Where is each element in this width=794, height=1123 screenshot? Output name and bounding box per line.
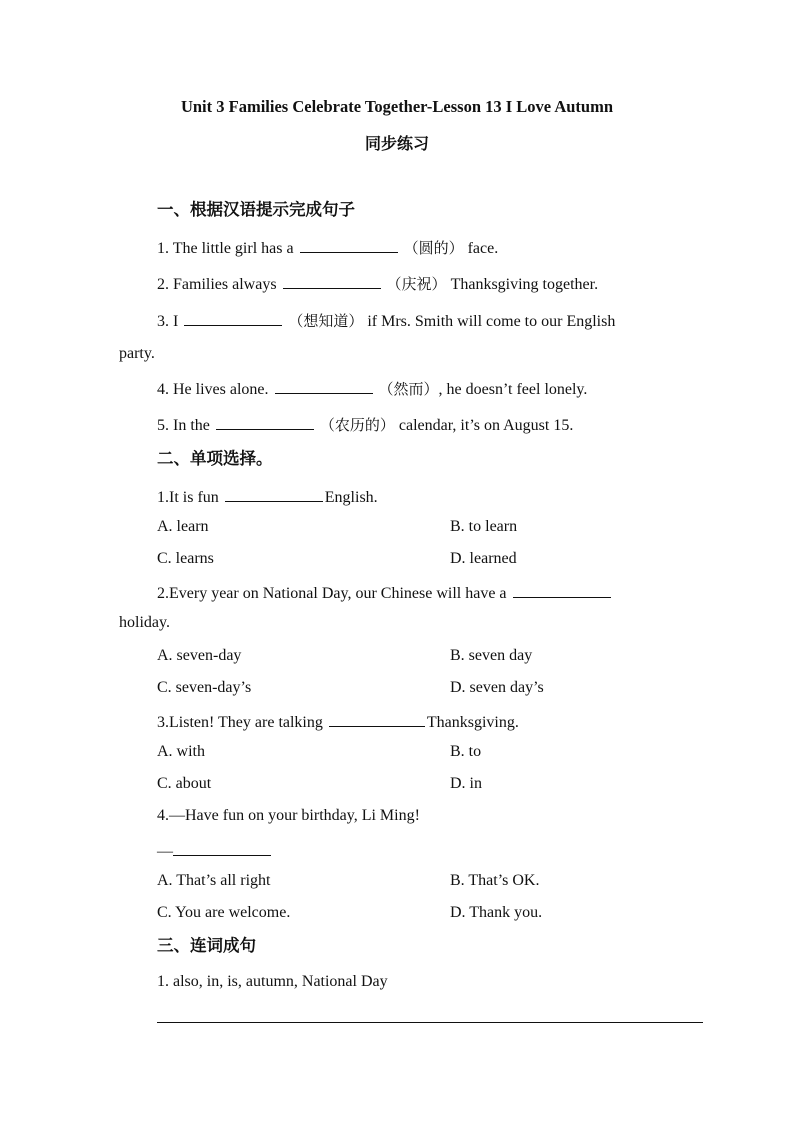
- question-text: 5. In the: [157, 417, 210, 434]
- section-heading-1: 一、根据汉语提示完成句子: [157, 200, 355, 219]
- document-title: Unit 3 Families Celebrate Together-Lesson 13 I Love Autumn: [180, 97, 614, 116]
- question-text: 1.It is fun: [157, 489, 219, 506]
- answer-blank[interactable]: [184, 309, 282, 326]
- option-a[interactable]: A. That’s all right: [157, 872, 271, 889]
- section-heading-2: 二、单项选择。: [157, 449, 273, 468]
- question-1-2: [157, 272, 598, 295]
- answer-blank[interactable]: [513, 581, 611, 598]
- question-text: Thanksgiving together.: [450, 276, 599, 293]
- answer-blank[interactable]: [275, 377, 373, 394]
- option-a[interactable]: A. seven-day: [157, 647, 242, 664]
- chinese-hint: （圆的）: [403, 239, 464, 257]
- dash: —: [157, 843, 173, 860]
- option-d[interactable]: D. Thank you.: [450, 904, 543, 921]
- option-c[interactable]: C. learns: [157, 550, 214, 567]
- question-text: Thanksgiving.: [426, 714, 519, 731]
- question-text: 3. I: [157, 313, 179, 330]
- question-text: , he doesn’t feel lonely.: [438, 381, 588, 398]
- option-b[interactable]: B. to: [450, 743, 482, 760]
- answer-line[interactable]: [157, 1022, 703, 1023]
- question-text: 4. He lives alone.: [157, 381, 269, 398]
- question-2-4-reply: [157, 839, 273, 862]
- section-heading-3: 三、连词成句: [157, 936, 256, 955]
- answer-blank[interactable]: [173, 839, 271, 856]
- document-subtitle: 同步练习: [364, 136, 429, 153]
- question-2-1: [157, 485, 378, 508]
- option-c[interactable]: C. seven-day’s: [157, 679, 252, 696]
- option-b[interactable]: B. That’s OK.: [450, 872, 540, 889]
- answer-blank[interactable]: [283, 272, 381, 289]
- question-2-4: 4.—Have fun on your birthday, Li Ming!: [157, 807, 420, 824]
- option-d[interactable]: D. learned: [450, 550, 517, 567]
- answer-blank[interactable]: [216, 413, 314, 430]
- question-text: 3.Listen! They are talking: [157, 714, 323, 731]
- question-text: 2.Every year on National Day, our Chinese will have a: [157, 585, 507, 602]
- option-a[interactable]: A. learn: [157, 518, 209, 535]
- question-text: calendar, it’s on August 15.: [398, 417, 574, 434]
- answer-blank[interactable]: [329, 710, 425, 727]
- option-c[interactable]: C. about: [157, 775, 212, 792]
- question-3-1: 1. also, in, is, autumn, National Day: [157, 973, 388, 990]
- answer-blank[interactable]: [225, 485, 323, 502]
- option-a[interactable]: A. with: [157, 743, 205, 760]
- chinese-hint: （庆祝）: [386, 275, 447, 293]
- option-d[interactable]: D. seven day’s: [450, 679, 544, 696]
- question-text: if Mrs. Smith will come to our English: [367, 313, 616, 330]
- question-2-2-continuation: holiday.: [119, 614, 170, 631]
- question-text: 2. Families always: [157, 276, 277, 293]
- question-text: face.: [467, 240, 499, 257]
- question-text: English.: [324, 489, 378, 506]
- question-1-3-continuation: party.: [119, 345, 155, 362]
- chinese-hint: （农历的）: [319, 416, 395, 434]
- question-2-2: [157, 581, 613, 604]
- chinese-hint: （想知道）: [288, 312, 364, 330]
- question-text: 1. The little girl has a: [157, 240, 294, 257]
- option-b[interactable]: B. seven day: [450, 647, 533, 664]
- option-c[interactable]: C. You are welcome.: [157, 904, 291, 921]
- chinese-hint: （然而）: [378, 380, 439, 398]
- question-1-3: [157, 309, 615, 332]
- option-d[interactable]: D. in: [450, 775, 482, 792]
- answer-blank[interactable]: [300, 236, 398, 253]
- question-1-5: [157, 413, 573, 436]
- question-1-4: [157, 377, 587, 400]
- question-1-1: [157, 236, 498, 259]
- option-b[interactable]: B. to learn: [450, 518, 518, 535]
- question-2-3: [157, 710, 519, 733]
